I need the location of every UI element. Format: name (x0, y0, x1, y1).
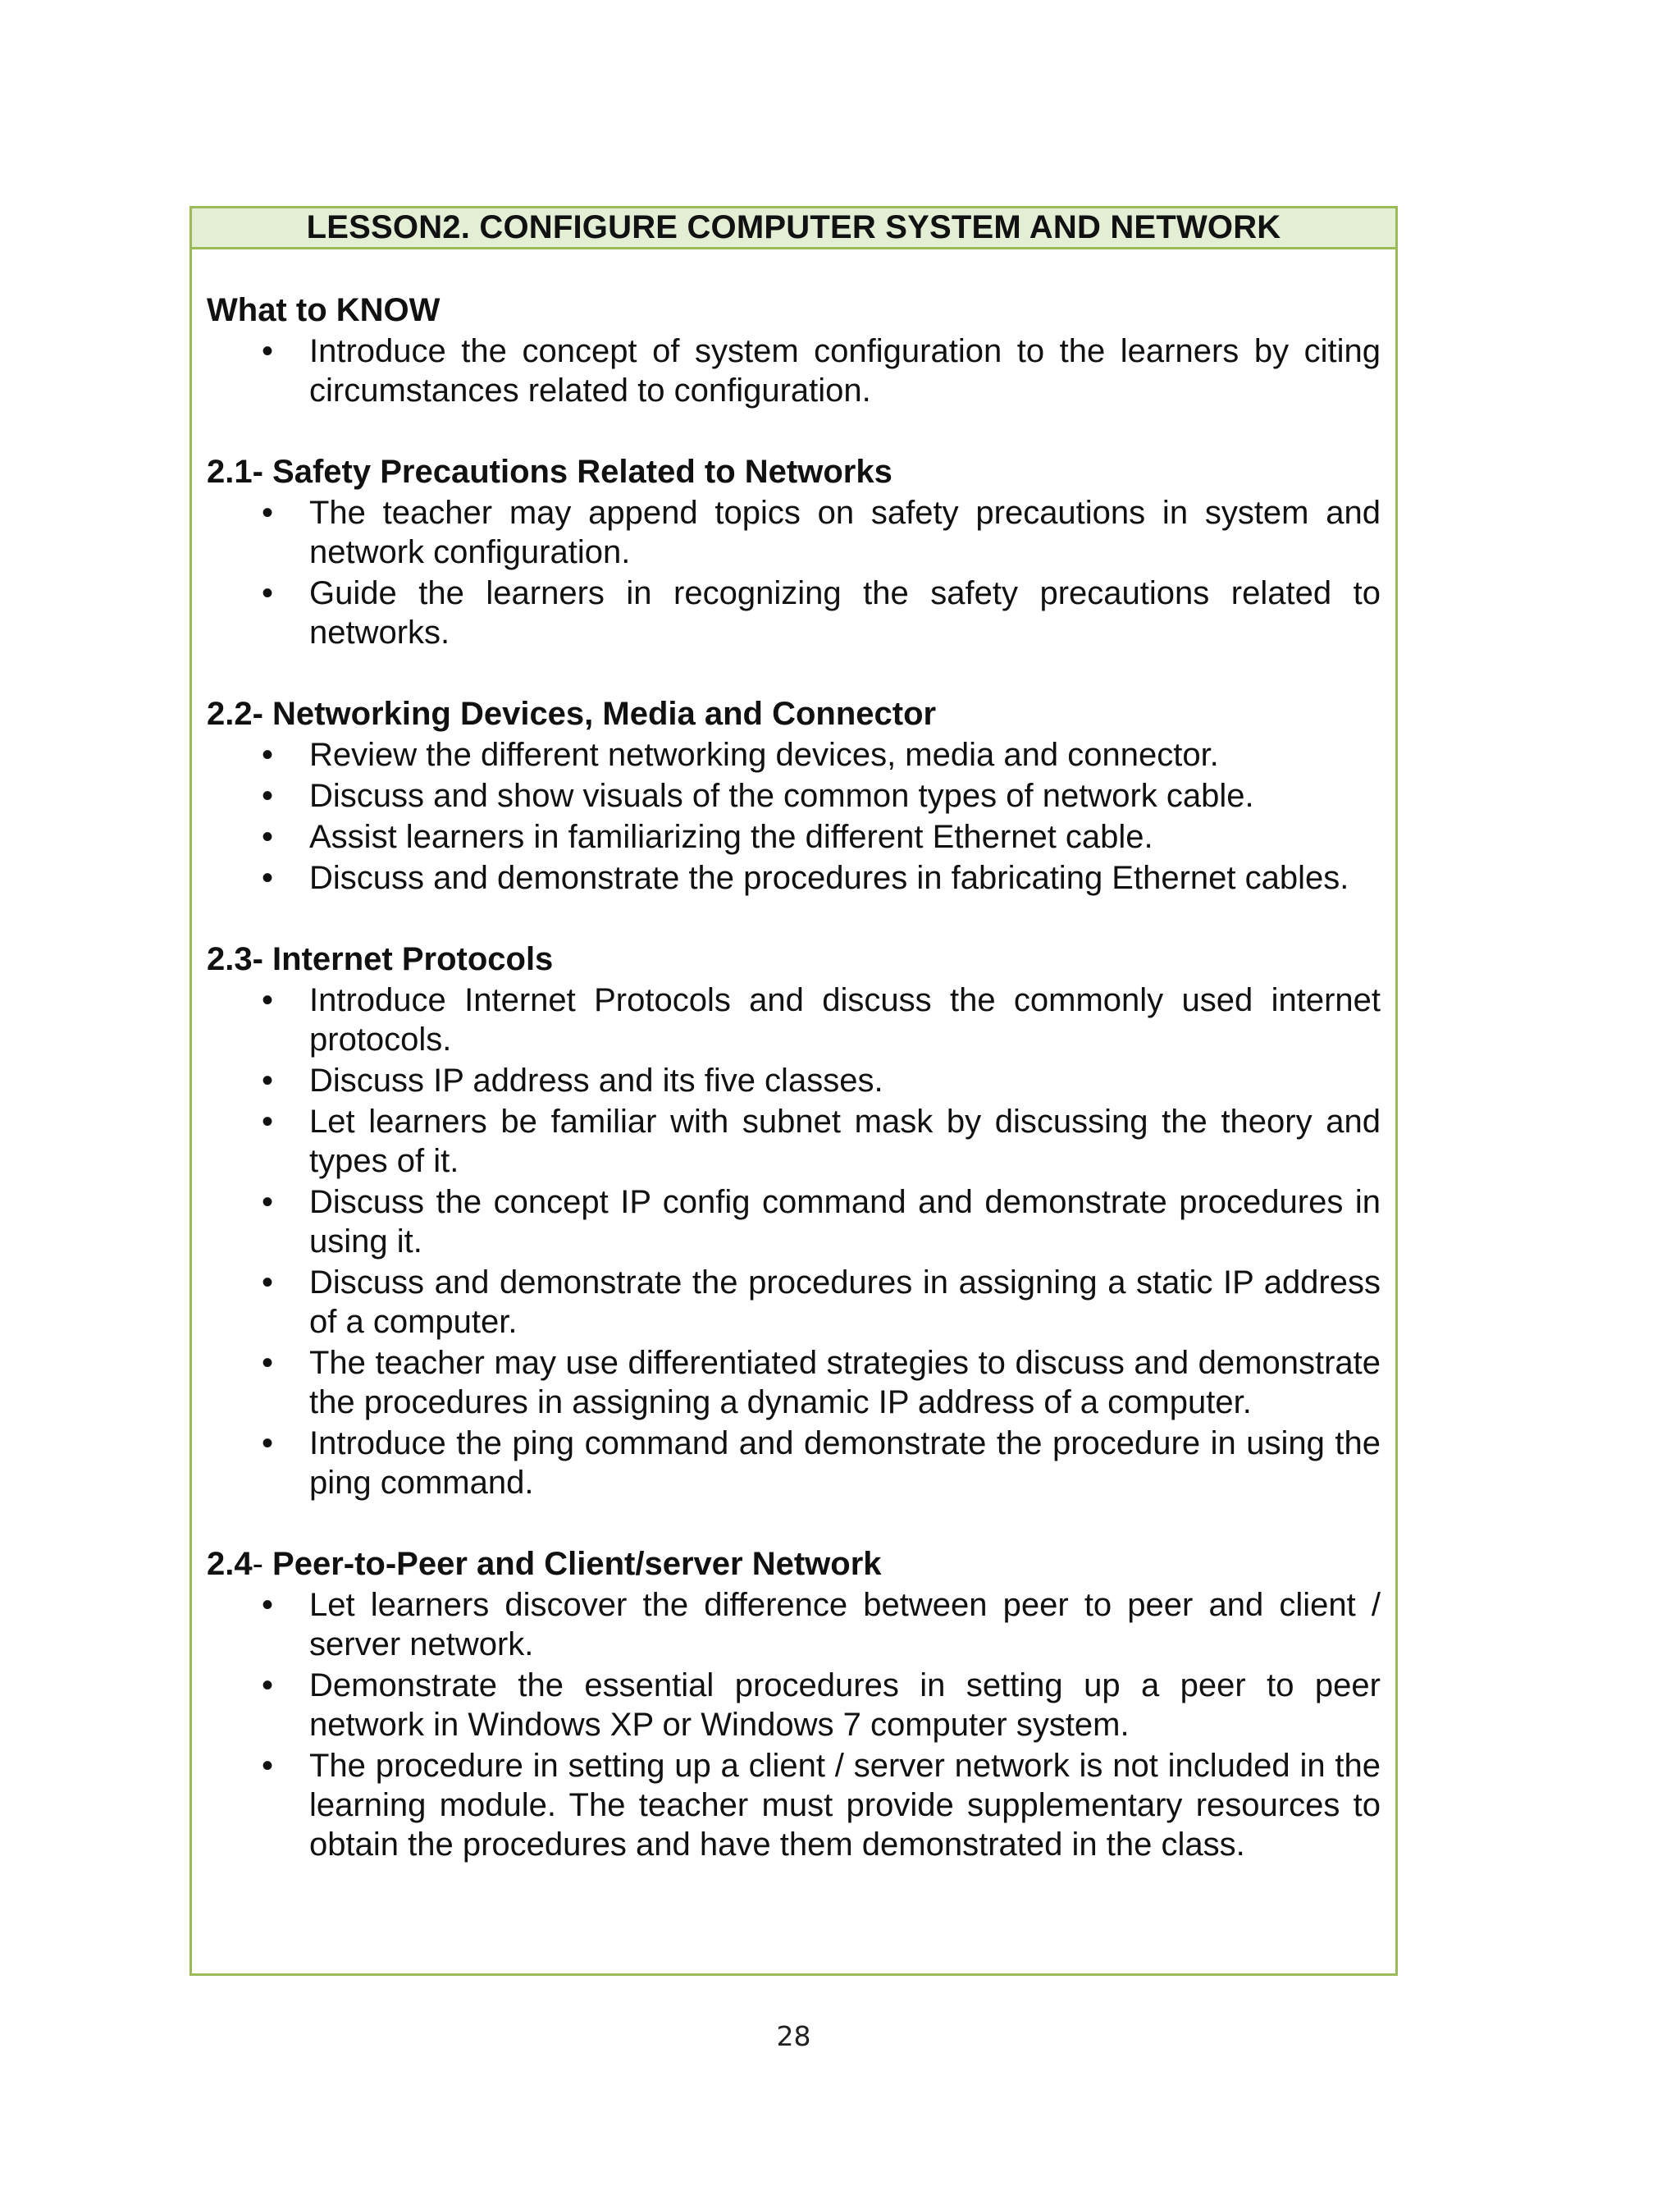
peer-to-peer-list (207, 1585, 1381, 1864)
section-heading-peer-to-peer (207, 1544, 1381, 1584)
bullet-icon: • (261, 1748, 273, 1784)
protocols-list (207, 981, 1381, 1502)
lesson-box (189, 206, 1398, 1976)
section-heading-what-to-know: What to KNOW (207, 292, 441, 328)
lesson-content (192, 290, 1395, 1864)
bullet-icon: • (261, 1587, 273, 1623)
heading-text: Peer-to-Peer and Client/server Network (272, 1546, 882, 1582)
list-item: • Introduce Internet Protocols and discuss the commonly used internet protocols. (207, 981, 1381, 1059)
section-heading-devices: 2.2- Networking Devices, Media and Connector (207, 696, 937, 732)
list-item: • Assist learners in familiarizing the different Ethernet cable. (207, 817, 1381, 857)
section-heading-safety: 2.1- Safety Precautions Related to Networks (207, 454, 892, 490)
list-item: • Discuss and show visuals of the common types of network cable. (207, 776, 1381, 816)
page-number: 28 (776, 2020, 811, 2052)
list-item: • Demonstrate the essential procedures in setting up a peer to peer network in Windows XP or Windows 7 computer system. (207, 1666, 1381, 1744)
list-item: • Introduce the ping command and demonstrate the procedure in using the ping command. (207, 1424, 1381, 1502)
lesson-title: LESSON2. CONFIGURE COMPUTER SYSTEM AND NETWORK (192, 208, 1395, 249)
bullet-icon: • (261, 1184, 273, 1220)
bullet-icon: • (261, 575, 273, 611)
list-item: • Let learners discover the difference between peer to peer and client / server network. (207, 1585, 1381, 1664)
bullet-icon: • (261, 982, 273, 1018)
bullet-icon: • (261, 1667, 273, 1703)
devices-list (207, 735, 1381, 898)
bullet-icon: • (261, 1264, 273, 1301)
list-item: • The procedure in setting up a client / server network is not included in the learning module. The teacher must provide supplementary resources to obtain the procedures and have them demonstrated in the class. (207, 1746, 1381, 1864)
safety-list (207, 493, 1381, 652)
bullet-icon: • (261, 333, 273, 369)
bullet-icon: • (261, 737, 273, 773)
bullet-icon: • (261, 860, 273, 896)
bullet-icon: • (261, 1104, 273, 1140)
bullet-icon: • (261, 1345, 273, 1381)
list-item: • Discuss IP address and its five classes. (207, 1061, 1381, 1100)
list-item: • Discuss and demonstrate the procedures in fabricating Ethernet cables. (207, 858, 1381, 898)
heading-dash: - (252, 1546, 273, 1582)
list-item: • Let learners be familiar with subnet mask by discussing the theory and types of it. (207, 1102, 1381, 1181)
list-item: • Discuss the concept IP config command and demonstrate procedures in using it. (207, 1182, 1381, 1261)
list-item: • The teacher may use differentiated strategies to discuss and demonstrate the procedures in assigning a dynamic IP address of a computer. (207, 1343, 1381, 1422)
bullet-icon: • (261, 1425, 273, 1461)
list-item: • Discuss and demonstrate the procedures in assigning a static IP address of a computer. (207, 1263, 1381, 1342)
bullet-icon: • (261, 819, 273, 855)
bullet-icon: • (261, 495, 273, 531)
list-item: • Guide the learners in recognizing the safety precautions related to networks. (207, 574, 1381, 652)
what-to-know-list (207, 331, 1381, 410)
section-heading-protocols: 2.3- Internet Protocols (207, 941, 554, 977)
list-item: • Introduce the concept of system configuration to the learners by citing circumstances related to configuration. (207, 331, 1381, 410)
bullet-icon: • (261, 778, 273, 814)
list-item: • The teacher may append topics on safety precautions in system and network configuration. (207, 493, 1381, 572)
heading-number: 2.4 (207, 1546, 253, 1582)
list-item: • Review the different networking devices, media and connector. (207, 735, 1381, 775)
bullet-icon: • (261, 1063, 273, 1099)
